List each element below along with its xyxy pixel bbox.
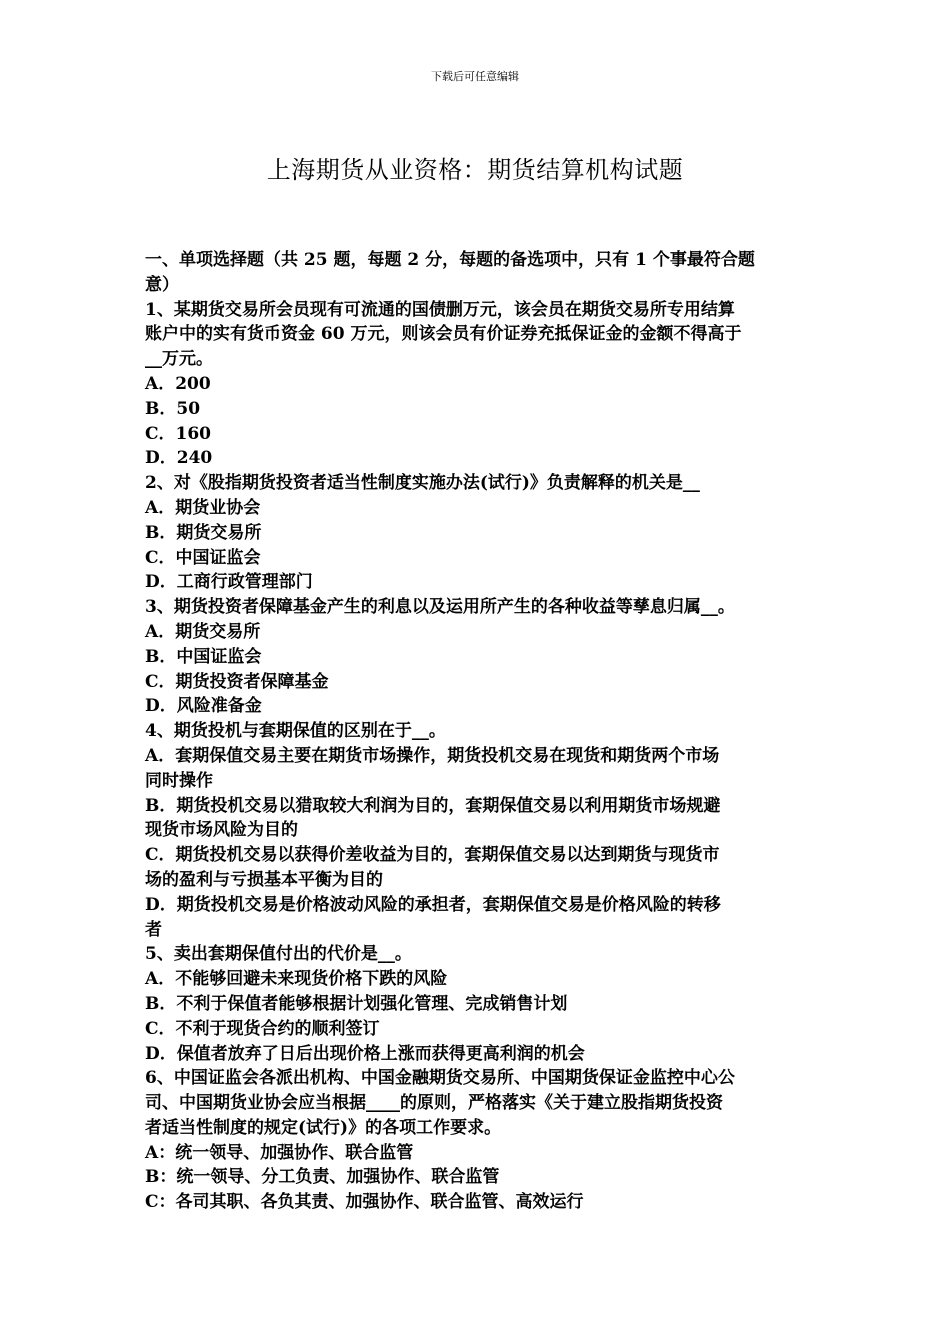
text-line: A：统一领导、加强协作、联合监管 <box>145 1142 414 1163</box>
text-line: D．期货投机交易是价格波动风险的承担者，套期保值交易是价格风险的转移 <box>145 894 721 915</box>
text-line: A．200 <box>145 373 211 394</box>
text-line: 者 <box>145 919 162 940</box>
text-line: 6、中国证监会各派出机构、中国金融期货交易所、中国期货保证金监控中心公 <box>145 1068 735 1089</box>
text-line: 1、某期货交易所会员现有可流通的国债删万元，该会员在期货交易所专用结算 <box>145 299 735 320</box>
text-line: 一、单项选择题（共 25 题，每题 2 分，每题的备选项中，只有 1 个事最符合题 <box>145 250 755 270</box>
text-line: A．套期保值交易主要在期货市场操作，期货投机交易在现货和期货两个市场 <box>145 745 720 766</box>
text-line: D．保值者放弃了日后出现价格上涨而获得更高利润的机会 <box>145 1043 585 1064</box>
text-line: B．不利于保值者能够根据计划强化管理、完成销售计划 <box>145 993 568 1014</box>
text-line: __万元。 <box>145 349 213 370</box>
text-line: 3、期货投资者保障基金产生的利息以及运用所产生的各种收益等孳息归属__。 <box>145 597 735 618</box>
text-line: 5、卖出套期保值付出的代价是__。 <box>145 944 412 965</box>
text-line: 账户中的实有货币资金 60 万元，则该会员有价证券充抵保证金的金额不得高于 <box>145 324 742 345</box>
text-line: C．160 <box>145 423 212 444</box>
text-line: B．期货投机交易以猎取较大利润为目的，套期保值交易以利用期货市场规避 <box>145 795 721 816</box>
text-line: 同时操作 <box>145 770 213 791</box>
text-line: D．工商行政管理部门 <box>145 572 313 593</box>
text-line: A．期货交易所 <box>145 621 261 642</box>
text-line: A．期货业协会 <box>145 497 261 518</box>
text-line: 现货市场风险为目的 <box>145 820 298 841</box>
text-line: 4、期货投机与套期保值的区别在于__。 <box>145 721 446 742</box>
text-line: B．期货交易所 <box>145 522 262 543</box>
document-title: 上海期货从业资格：期货结算机构试题 <box>266 156 684 184</box>
text-line: B：统一领导、分工负责、加强协作、联合监管 <box>145 1167 500 1188</box>
text-line: C．不利于现货合约的顺利签订 <box>145 1018 380 1039</box>
question-content <box>145 248 809 1215</box>
header-note: 下载后可任意编辑 <box>431 70 519 83</box>
text-line: C．期货投资者保障基金 <box>145 671 329 692</box>
text-line: B．50 <box>145 398 201 419</box>
text-line: C：各司其职、各负其责、加强协作、联合监管、高效运行 <box>145 1192 584 1213</box>
text-line: 场的盈利与亏损基本平衡为目的 <box>145 869 383 890</box>
text-line: D．风险准备金 <box>145 696 262 717</box>
text-line: 者适当性制度的规定(试行)》的各项工作要求。 <box>145 1117 502 1138</box>
text-line: 司、中国期货业协会应当根据____的原则，严格落实《关于建立股指期货投资 <box>145 1093 723 1114</box>
text-line: B．中国证监会 <box>145 646 262 667</box>
text-line: A．不能够回避未来现货价格下跌的风险 <box>145 969 448 990</box>
text-line: D．240 <box>145 448 213 469</box>
text-line: 意） <box>145 274 179 295</box>
text-line: C．中国证监会 <box>145 547 261 568</box>
text-line: C．期货投机交易以获得价差收益为目的，套期保值交易以达到期货与现货市 <box>145 845 720 866</box>
text-line: 2、对《股指期货投资者适当性制度实施办法(试行)》负责解释的机关是__ <box>145 473 700 494</box>
